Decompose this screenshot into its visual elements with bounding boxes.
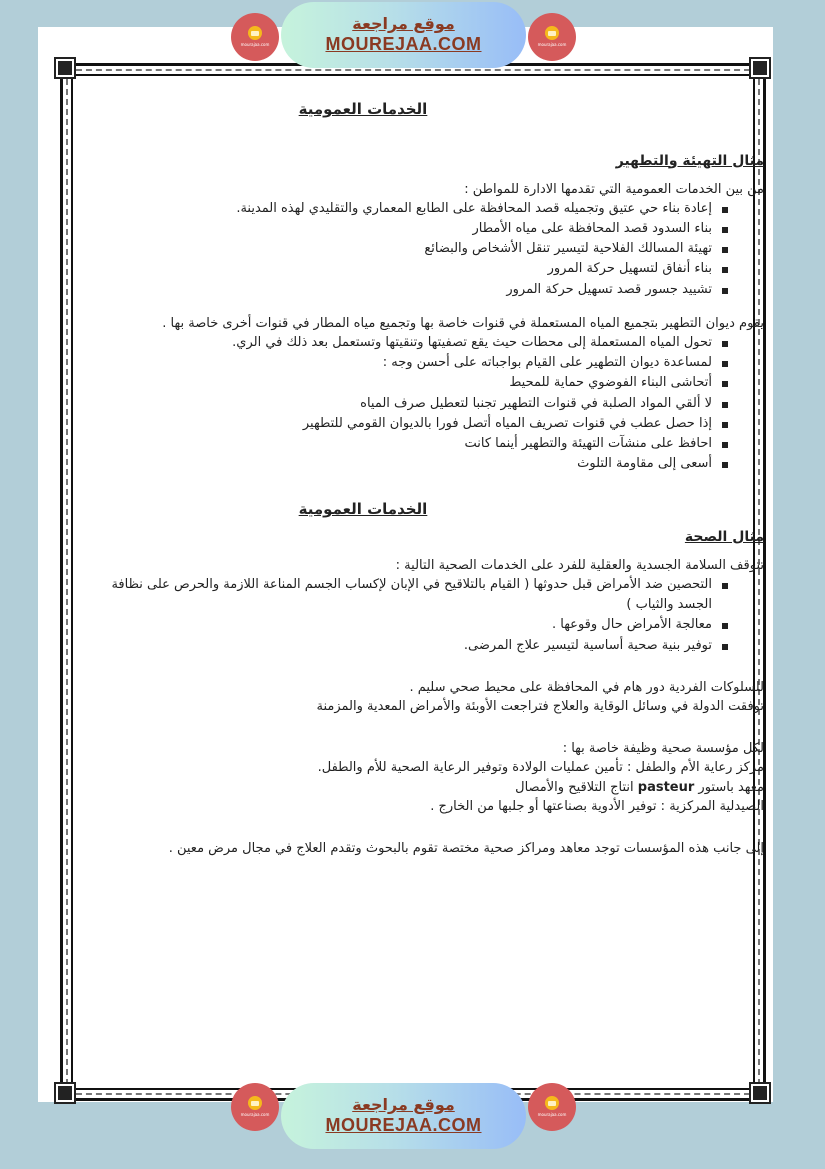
book-icon — [248, 26, 262, 40]
book-icon — [248, 1096, 262, 1110]
list-item: احافظ على منشآت التهيئة والتطهير أينما كانت — [92, 434, 728, 454]
book-icon — [545, 26, 559, 40]
section-title: الخدمات العمومية — [298, 500, 428, 519]
sanitation-list — [92, 333, 764, 474]
closing-paragraph: إلى جانب هذه المؤسسات توجد معاهد ومراكز صحية مختصة تقوم بالبحوث وتقدم العلاج في مجال مرض معين . — [168, 840, 764, 856]
site-logo-right-top[interactable] — [528, 13, 576, 61]
list-item: أسعى إلى مقاومة التلوث — [92, 454, 728, 474]
document-content — [92, 90, 764, 858]
border-corner-ornament — [751, 1084, 769, 1102]
list-item: بناء أنفاق لتسهيل حركة المرور — [92, 259, 728, 279]
site-logo-right-bottom[interactable] — [528, 1083, 576, 1131]
paragraph: توفقت الدولة في وسائل الوقاية والعلاج فتراجعت الأوبئة والأمراض المعدية والمزمنة — [316, 699, 764, 715]
site-name-arabic[interactable]: موقع مراجعة — [352, 14, 455, 34]
paragraph: يقوم ديوان التطهير بتجميع المياه المستعملة في قنوات خاصة بها وتجميع مياه المطار في قنوات أخرى خاصة بها . — [162, 315, 764, 331]
book-icon — [545, 1096, 559, 1110]
section-title: الخدمات العمومية — [298, 100, 428, 118]
list-item: لا ألقي المواد الصلبة في قنوات التطهير تجنبا لتعطيل صرف المياه — [92, 394, 728, 414]
list-item: توفير بنية صحية أساسية لتيسير علاج المرضى. — [92, 636, 728, 656]
list-item: إعادة بناء حي عتيق وتجميله قصد المحافظة على الطابع المعماري والتقليدي لهذه المدينة. — [92, 199, 728, 219]
border-corner-ornament — [751, 59, 769, 77]
site-logo-left-top[interactable] — [231, 13, 279, 61]
site-badge-bottom[interactable] — [281, 1083, 526, 1149]
list-item: بناء السدود قصد المحافظة على مياه الأمطار — [92, 219, 728, 239]
paragraph: لكل مؤسسة صحية وظيفة خاصة بها : — [562, 740, 764, 756]
institution-line: الصيدلية المركزية : توفير الأدوية بصناعتها أو جلبها من الخارج . — [430, 799, 764, 815]
institution-role: انتاج التلاقيح والأمصال — [515, 779, 634, 795]
section-subtitle: مثال الصحة — [684, 528, 764, 545]
site-logo-left-bottom[interactable] — [231, 1083, 279, 1131]
health-list — [92, 575, 764, 656]
paragraph: للسلوكات الفردية دور هام في المحافظة على محيط صحي سليم . — [409, 679, 764, 695]
site-name-latin[interactable]: MOUREJAA.COM — [325, 1115, 482, 1136]
logo-text: mourajaa.com — [537, 42, 567, 48]
list-item: لمساعدة ديوان التطهير على القيام بواجباته على أحسن وجه : — [92, 353, 728, 373]
section-subtitle: مثال التهيئة والتطهير — [615, 152, 764, 169]
logo-text: mourajaa.com — [537, 1112, 567, 1118]
list-item: تهيئة المسالك الفلاحية لتيسير تنقل الأشخاص والبضائع — [92, 239, 728, 259]
institution-name: معهد باستور — [698, 779, 764, 795]
logo-text: mourajaa.com — [240, 1112, 270, 1118]
institution-latin-name: pasteur — [637, 779, 695, 795]
border-corner-ornament — [56, 59, 74, 77]
institution-line — [92, 778, 764, 798]
list-item: أتحاشى البناء الفوضوي حماية للمحيط — [92, 373, 728, 393]
border-corner-ornament — [56, 1084, 74, 1102]
list-item: تشييد جسور قصد تسهيل حركة المرور — [92, 280, 728, 300]
intro-text: تتوقف السلامة الجسدية والعقلية للفرد على الخدمات الصحية التالية : — [395, 557, 764, 573]
list-item: معالجة الأمراض حال وقوعها . — [92, 615, 728, 635]
site-name-latin[interactable]: MOUREJAA.COM — [325, 34, 482, 55]
intro-text: من بين الخدمات العمومية التي تقدمها الادارة للمواطن : — [464, 181, 764, 197]
logo-text: mourajaa.com — [240, 42, 270, 48]
institution-line: مركز رعاية الأم والطفل : تأمين عمليات الولادة وتوفير الرعاية الصحية للأم والطفل. — [317, 760, 764, 776]
list-item: إذا حصل عطب في قنوات تصريف المياه أتصل فورا بالديوان القومي للتطهير — [92, 414, 728, 434]
list-item: التحصين ضد الأمراض قبل حدوثها ( القيام بالتلاقيح في الإبان لإكساب الجسم المناعة اللازمة والحرص على نظافة الجسد والثياب ) — [92, 575, 728, 615]
site-badge-top[interactable] — [281, 2, 526, 68]
services-list — [92, 199, 764, 300]
site-name-arabic[interactable]: موقع مراجعة — [352, 1095, 455, 1115]
list-item: تحول المياه المستعملة إلى محطات حيث يقع تصفيتها وتنقيتها وتستعمل بعد ذلك في الري. — [92, 333, 728, 353]
